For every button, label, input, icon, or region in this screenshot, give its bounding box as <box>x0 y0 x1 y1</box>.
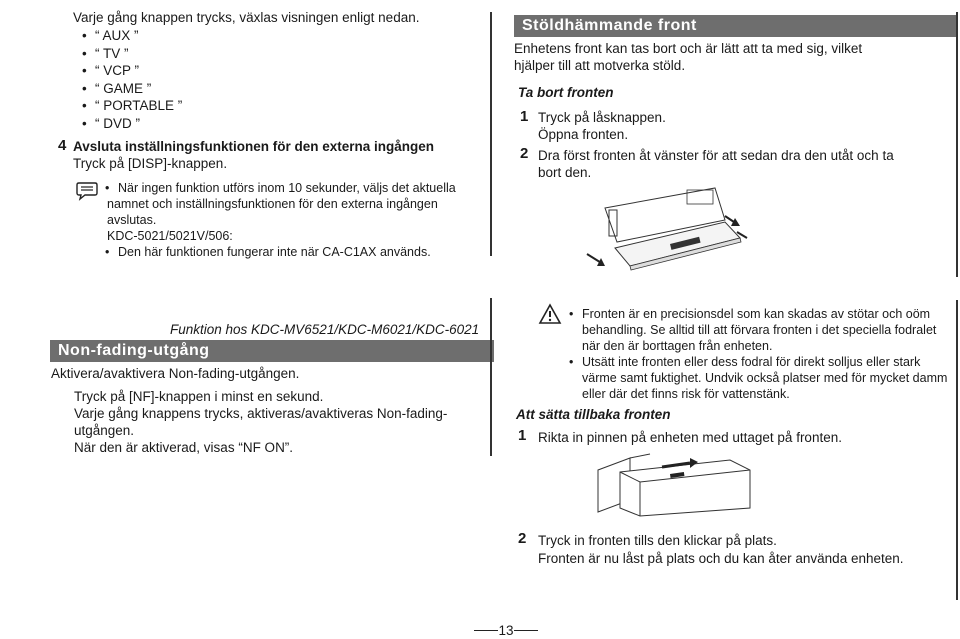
column-divider <box>490 12 492 256</box>
caution-line: • Fronten är en precisionsdel som kan skadas av stötar och oöm <box>582 306 930 322</box>
column-divider <box>490 298 492 456</box>
remove-faceplate-illustration <box>575 180 765 280</box>
right-edge-rule <box>956 12 958 277</box>
step-text: Tryck in fronten tills den klickar på plats. <box>538 533 777 548</box>
model-note: Funktion hos KDC-MV6521/KDC-M6021/KDC-6021 <box>170 322 480 337</box>
list-item: • “ PORTABLE ” <box>95 97 182 114</box>
caution-line: när den är borttagen från enheten. <box>582 339 773 353</box>
step-text: Tryck på [DISP]-knappen. <box>73 156 228 171</box>
caution-line: behandling. Se alltid till att förvara fronten i det speciella fodralet <box>582 323 937 337</box>
step-text: Öppna fronten. <box>538 127 629 142</box>
section-title-nonfading: Non-fading-utgång <box>50 340 494 362</box>
note-line: • Den här funktionen fungerar inte när CA-C1AX används. <box>118 244 431 260</box>
subheading-attach: Att sätta tillbaka fronten <box>516 407 671 422</box>
caution-line: värme samt fuktighet. Undvik också platser med för mycket damm <box>582 371 948 385</box>
list-item: • “ GAME ” <box>95 80 151 97</box>
nonfading-intro: Aktivera/avaktivera Non-fading-utgången. <box>51 366 300 381</box>
intro-text: Varje gång knappen trycks, växlas visningen enligt nedan. <box>73 10 420 25</box>
nonfading-line: Varje gång knappens trycks, aktiveras/avaktiveras Non-fading- <box>74 406 448 421</box>
antitheft-intro: hjälper till att motverka stöld. <box>514 58 686 73</box>
step-text: Dra först fronten åt vänster för att sedan dra den utåt och ta <box>538 148 894 163</box>
step-text: bort den. <box>538 165 592 180</box>
nonfading-line: När den är aktiverad, visas “NF ON”. <box>74 440 294 455</box>
step-number: 4 <box>58 137 67 154</box>
list-item: • “ AUX ” <box>95 27 139 44</box>
page-number: 13 <box>498 623 514 638</box>
list-item: • “ DVD ” <box>95 115 140 132</box>
page-number-rule <box>514 630 538 631</box>
right-edge-rule <box>956 300 958 600</box>
step-text: Fronten är nu låst på plats och du kan åter använda enheten. <box>538 551 904 566</box>
nonfading-line: utgången. <box>74 423 135 438</box>
subheading-remove: Ta bort fronten <box>518 85 614 100</box>
antitheft-intro: Enhetens front kan tas bort och är lätt att ta med sig, vilket <box>514 41 863 56</box>
note-icon <box>76 181 98 201</box>
step-number: 1 <box>518 427 527 444</box>
caution-line: • Utsätt inte fronten eller dess fodral för direkt solljus eller stark <box>582 354 920 370</box>
note-line: • När ingen funktion utförs inom 10 sekunder, väljs det aktuella <box>118 180 456 196</box>
nonfading-line: Tryck på [NF]-knappen i minst en sekund. <box>74 389 324 404</box>
attach-faceplate-illustration <box>590 450 765 520</box>
list-item: • “ VCP ” <box>95 62 139 79</box>
step-number: 2 <box>518 530 527 547</box>
list-item: • “ TV ” <box>95 45 129 62</box>
step-text: Rikta in pinnen på enheten med uttaget på fronten. <box>538 430 842 445</box>
note-line: avslutas. <box>107 213 157 227</box>
section-title-antitheft: Stöldhämmande front <box>514 15 958 37</box>
note-line: KDC-5021/5021V/506: <box>107 229 233 243</box>
step-text: Tryck på låsknappen. <box>538 110 666 125</box>
caution-icon <box>538 303 562 325</box>
step-number: 2 <box>520 145 529 162</box>
step-title: Avsluta inställningsfunktionen för den externa ingången <box>73 139 435 154</box>
caution-line: eller där det finns risk för vattenstänk. <box>582 387 790 401</box>
step-number: 1 <box>520 108 529 125</box>
note-line: namnet och inställningsfunktionen för den externa ingången <box>107 197 438 211</box>
